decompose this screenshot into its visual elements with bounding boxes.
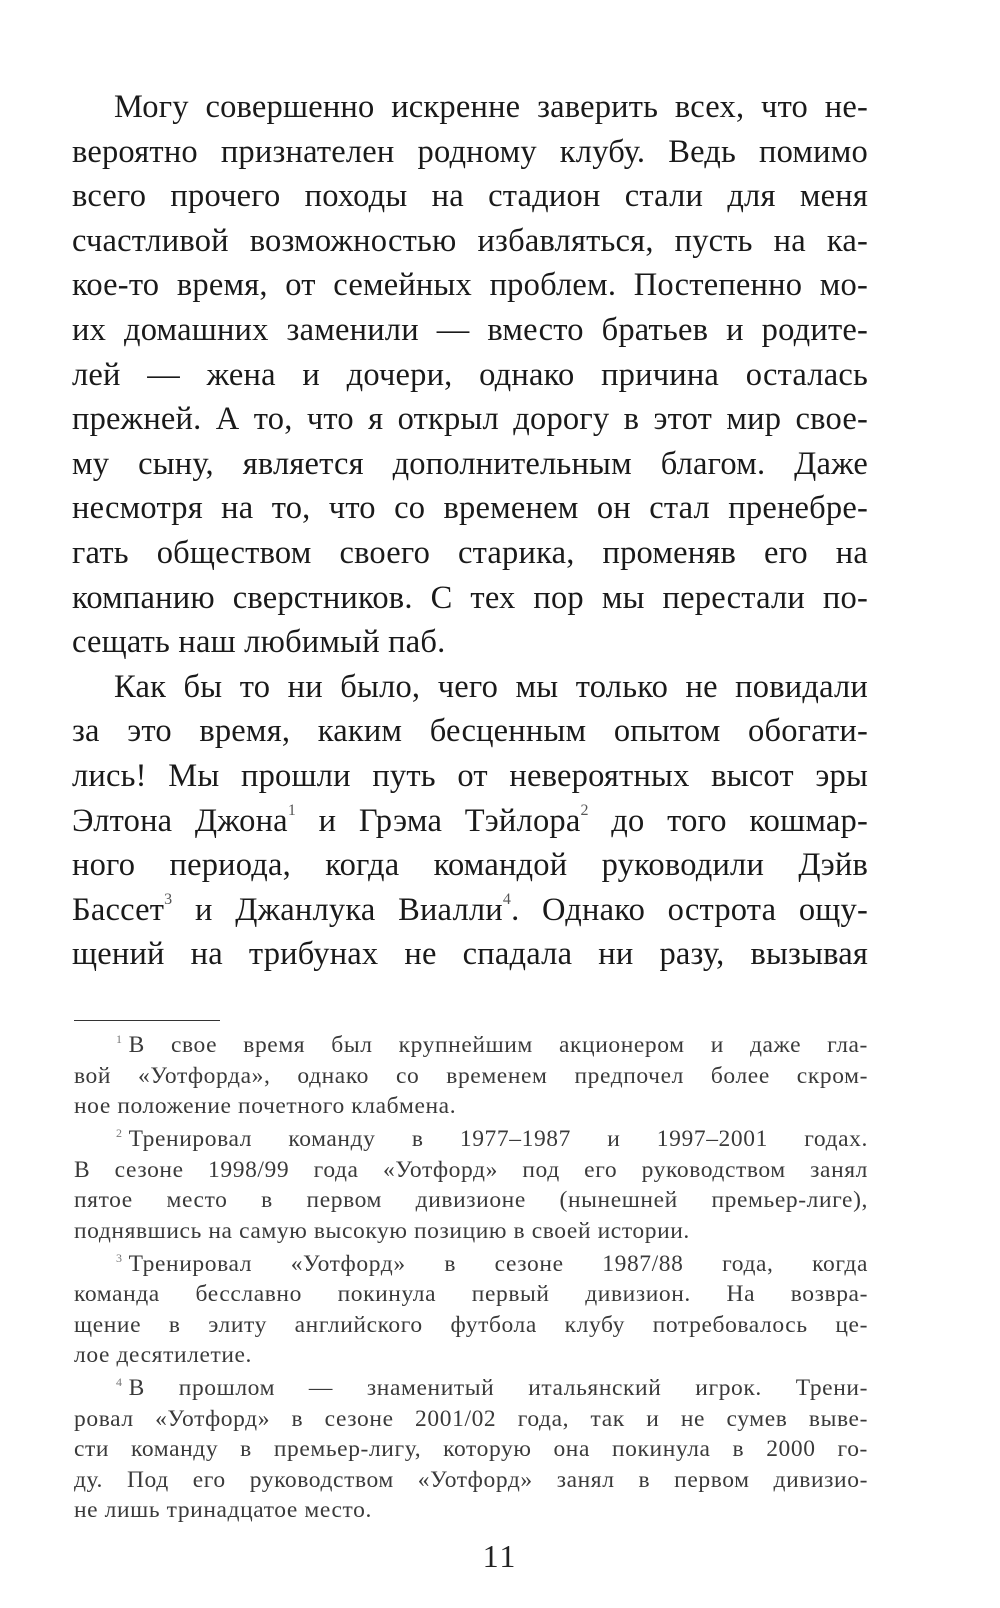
text-line: прежней. А то, что я открыл дорогу в этот мир свое-: [72, 401, 868, 438]
footnote-2-line: пятое место в первом дивизионе (нынешней премьер-лиге),: [74, 1187, 868, 1214]
text-line: вероятно признателен родному клубу. Ведь помимо: [72, 133, 868, 170]
text-line: сещать наш любимый паб.: [72, 624, 446, 661]
text-line-with-footnote-refs: [72, 888, 868, 933]
text-line: несмотря на то, что со временем он стал пренебре-: [72, 490, 868, 527]
footnote-1-line: ное положение почетного клабмена.: [74, 1093, 457, 1120]
text-line: лей — жена и дочери, однако причина осталась: [72, 356, 868, 393]
footnote-3-line: команда бесславно покинула первый дивизион. На возвра-: [74, 1281, 868, 1308]
text-segment: и Джанлука Виалли: [172, 891, 503, 928]
footnote-ref-2: 2: [580, 801, 589, 819]
footnote-2-line: В сезоне 1998/99 года «Уотфорд» под его руководством занял: [74, 1156, 868, 1183]
text-segment: и Грэма Тэйлора: [296, 802, 581, 839]
text-segment: до того кошмар-: [588, 802, 868, 839]
footnote-4-line: не лишь тринадцатое место.: [74, 1497, 372, 1524]
footnote-ref-1: 1: [287, 801, 297, 819]
footnote-2-line: поднявшись на самую высокую позицию в своей истории.: [74, 1217, 690, 1244]
footnote-marker: 4: [116, 1375, 123, 1390]
footnote-4-line: [74, 1373, 868, 1404]
footnotes: [74, 1030, 868, 1526]
body-text: [72, 85, 868, 977]
footnote-ref-3: 3: [164, 890, 173, 908]
text-line: счастливой возможностью избавляться, пусть на ка-: [72, 222, 868, 259]
footnote-marker: 1: [116, 1032, 123, 1046]
text-segment: . Однако острота ощу-: [511, 891, 868, 928]
text-line: Как бы то ни было, чего мы только не повидали: [114, 668, 868, 705]
footnote-ref-4: 4: [502, 890, 512, 908]
text-line-with-footnote-refs: [72, 799, 868, 844]
footnote-marker: 2: [116, 1125, 123, 1140]
text-segment: Бассет: [72, 891, 165, 928]
text-line: их домашних заменили — вместо братьев и родите-: [72, 311, 868, 348]
page-number: 11: [482, 1538, 518, 1574]
text-line: ного периода, когда командой руководили Дэйв: [72, 847, 868, 884]
footnote-text: В свое время был крупнейшим акционером и даже гла-: [128, 1032, 868, 1058]
text-line: за это время, каким бесценным опытом обогати-: [72, 713, 868, 750]
footnote-4-line: сти команду в премьер-лигу, которую она покинула в 2000 го-: [74, 1436, 868, 1463]
text-line: кое-то время, от семейных проблем. Постепенно мо-: [72, 267, 868, 304]
footnote-text: Тренировал команду в 1977–1987 и 1997–2001 годах.: [128, 1125, 868, 1152]
footnote-4-line: ду. Под его руководством «Уотфорд» занял в первом дивизио-: [74, 1466, 868, 1493]
footnote-1-line: вой «Уотфорда», однако со временем предпочел более скром-: [74, 1062, 868, 1089]
footnote-1-line: [74, 1030, 868, 1061]
text-line: лись! Мы прошли путь от невероятных высот эры: [72, 757, 868, 794]
footnote-3-line: щение в элиту английского футбола клубу потребовалось це-: [74, 1311, 868, 1338]
footnote-marker: 3: [116, 1250, 123, 1265]
footnote-3-line: лое десятилетие.: [74, 1342, 253, 1369]
footnote-2-line: [74, 1124, 868, 1155]
text-line: всего прочего походы на стадион стали для меня: [72, 178, 868, 215]
footnote-divider: [74, 1020, 220, 1021]
text-line: гать обществом своего старика, променяв его на: [72, 534, 868, 571]
footnote-4-line: ровал «Уотфорд» в сезоне 2001/02 года, так и не сумев выве-: [74, 1405, 868, 1432]
text-segment: Элтона Джона: [72, 802, 288, 839]
text-line: щений на трибунах не спадала ни разу, вызывая: [72, 936, 868, 973]
footnote-text: В прошлом — знаменитый итальянский игрок. Трени-: [128, 1375, 868, 1402]
text-line: му сыну, является дополнительным благом. Даже: [72, 445, 868, 482]
footnote-3-line: [74, 1249, 868, 1280]
text-line: компанию сверстников. С тех пор мы перестали по-: [72, 579, 868, 616]
footnote-text: Тренировал «Уотфорд» в сезоне 1987/88 года, когда: [128, 1250, 868, 1277]
text-line: Могу совершенно искренне заверить всех, что не-: [114, 89, 868, 125]
